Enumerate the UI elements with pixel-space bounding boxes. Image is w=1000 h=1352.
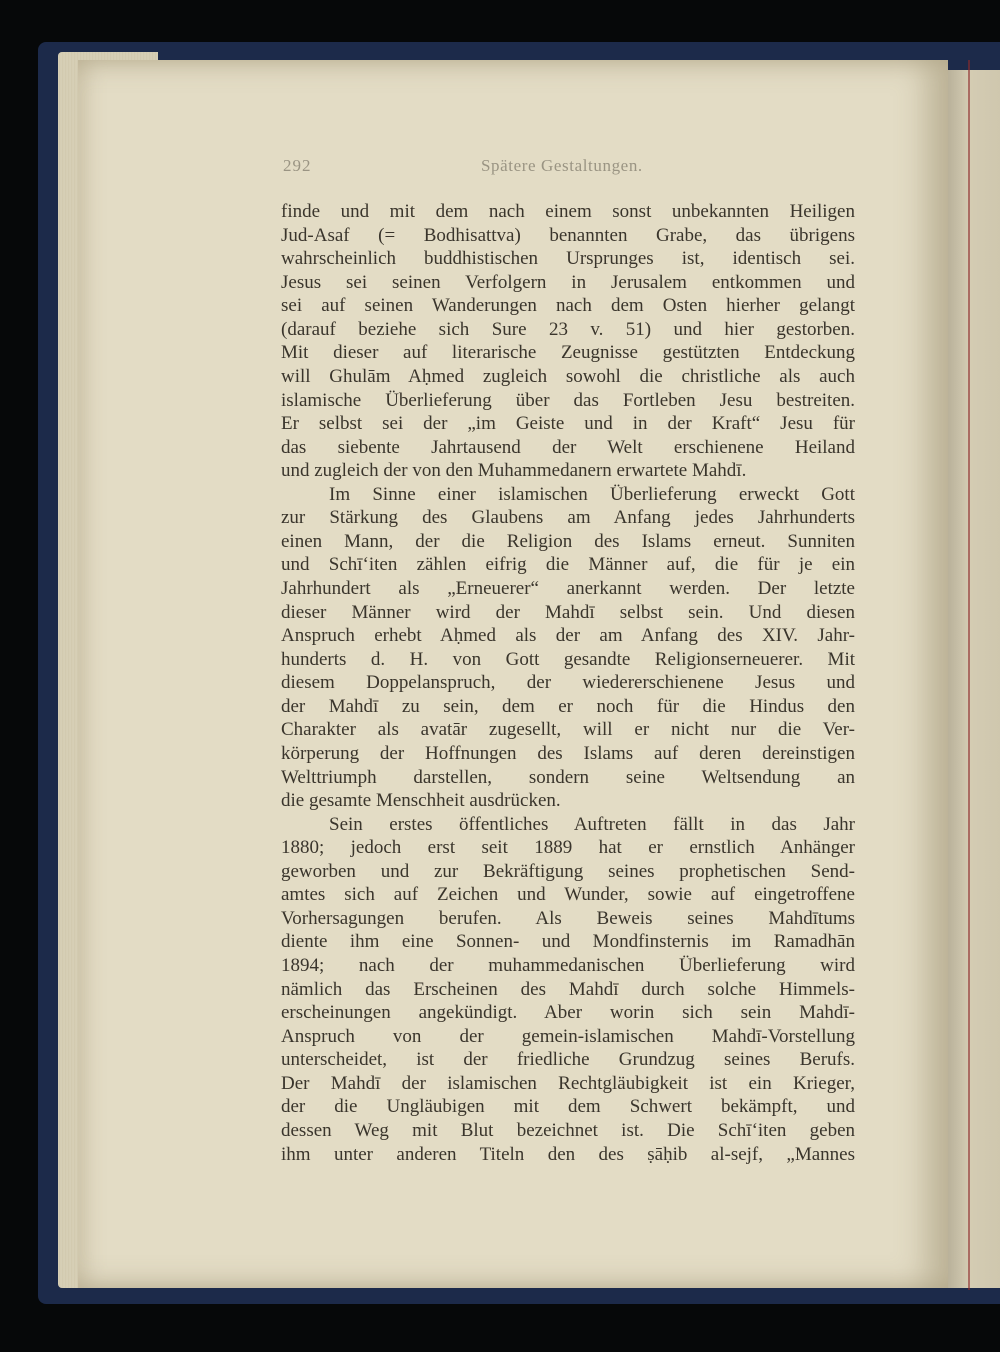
text-line: Jud-Asaf (= Bodhisattva) benannten Grabe, das übrigens	[281, 224, 855, 246]
text-line: geworben und zur Bekräftigung seines prophetischen Send-	[281, 860, 855, 882]
text-line: ihm unter anderen Titeln den des ṣāḥib al-sejf, „Mannes	[281, 1143, 855, 1165]
text-line: hunderts d. H. von Gott gesandte Religionserneuerer. Mit	[281, 648, 855, 670]
text-line: (darauf beziehe sich Sure 23 v. 51) und hier gestorben.	[281, 318, 855, 340]
running-head: Spätere Gestaltungen.	[481, 156, 643, 175]
text-line: körperung der Hoffnungen des Islams auf deren dereinstigen	[281, 742, 855, 764]
text-line: Er selbst sei der „im Geiste und in der Kraft“ Jesu für	[281, 413, 855, 435]
text-line: sei auf seinen Wanderungen nach dem Osten hierher gelangt	[281, 295, 855, 317]
text-line: finde und mit dem nach einem sonst unbekannten Heiligen	[281, 201, 855, 222]
text-line: das siebente Jahrtausend der Welt erschienene Heiland	[281, 436, 855, 458]
text-line: amtes sich auf Zeichen und Wunder, sowie auf eingetroffene	[281, 884, 855, 906]
text-line: Welttriumph darstellen, sondern seine Weltsendung an	[281, 766, 855, 788]
text-line: diesem Doppelanspruch, der wiedererschienene Jesus und	[281, 672, 855, 694]
text-line: dieser Männer wird der Mahdī selbst sein. Und diesen	[281, 601, 855, 623]
text-line: islamische Überlieferung über das Fortleben Jesu bestreiten.	[281, 389, 855, 411]
text-line: Im Sinne einer islamischen Überlieferung erweckt Gott	[329, 483, 855, 505]
red-page-edge	[968, 60, 1000, 1290]
text-line: der Mahdī zu sein, dem er noch für die Hindus den	[281, 695, 855, 717]
text-line: Sein erstes öffentliches Auftreten fällt in das Jahr	[329, 813, 855, 835]
text-line: 1894; nach der muhammedanischen Überlieferung wird	[281, 955, 855, 976]
text-line: erscheinungen angekündigt. Aber worin sich sein Mahdī-	[281, 1002, 855, 1024]
text-line: Vorhersagungen berufen. Als Beweis seines Mahdītums	[281, 907, 855, 929]
text-line: Anspruch von der gemein-islamischen Mahdī-Vorstellung	[281, 1025, 855, 1047]
text-line: unterscheidet, ist der friedliche Grundzug seines Berufs.	[281, 1049, 855, 1071]
text-line: nämlich das Erscheinen des Mahdī durch solche Himmels-	[281, 978, 855, 1000]
text-line: will Ghulām Aḥmed zugleich sowohl die christliche als auch	[281, 365, 855, 387]
text-line: Der Mahdī der islamischen Rechtgläubigkeit ist ein Krieger,	[281, 1072, 855, 1094]
text-line: Jesus sei seinen Verfolgern in Jerusalem entkommen und	[281, 271, 855, 293]
text-line: zur Stärkung des Glaubens am Anfang jedes Jahrhunderts	[281, 507, 855, 529]
text-line: diente ihm eine Sonnen- und Mondfinsternis im Ramadhān	[281, 931, 855, 953]
page-number: 292	[283, 156, 312, 175]
text-line: Anspruch erhebt Aḥmed als der am Anfang des XIV. Jahr-	[281, 625, 855, 647]
text-line: 1880; jedoch erst seit 1889 hat er ernstlich Anhänger	[281, 837, 855, 859]
text-line: dessen Weg mit Blut bezeichnet ist. Die Schī‘iten geben	[281, 1119, 855, 1141]
text-line: Mit dieser auf literarische Zeugnisse gestützten Entdeckung	[281, 342, 855, 364]
text-line: die gesamte Menschheit ausdrücken.	[281, 790, 561, 812]
page-header	[283, 156, 853, 182]
text-line: einen Mann, der die Religion des Islams erneut. Sunniten	[281, 530, 855, 552]
text-line: der die Ungläubigen mit dem Schwert bekämpft, und	[281, 1096, 855, 1118]
text-line: wahrscheinlich buddhistischen Ursprunges ist, identisch sei.	[281, 248, 855, 270]
body-text	[281, 200, 855, 1166]
text-line: Charakter als avatār zugesellt, will er nicht nur die Ver-	[281, 719, 855, 741]
text-line: und Schī‘iten zählen eifrig die Männer auf, die für je ein	[281, 554, 855, 576]
text-line: Jahrhundert als „Erneuerer“ anerkannt werden. Der letzte	[281, 578, 855, 599]
text-line: und zugleich der von den Muhammedanern erwartete Mahdī.	[281, 460, 747, 482]
